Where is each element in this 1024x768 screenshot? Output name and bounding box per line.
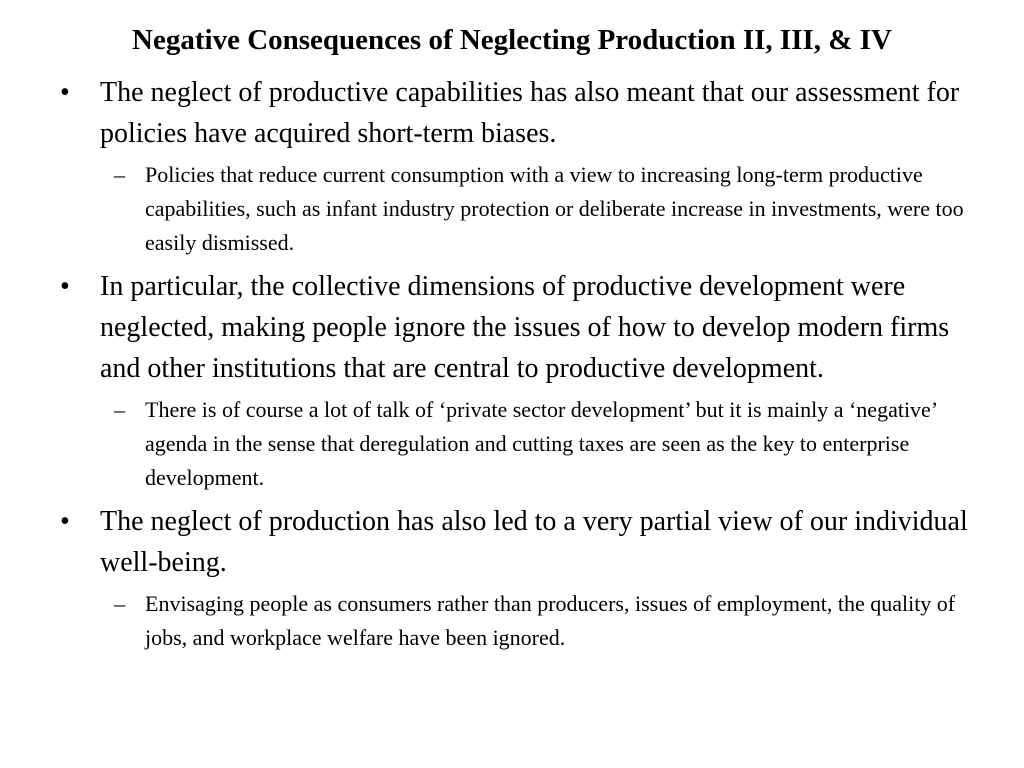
slide-title: Negative Consequences of Neglecting Production II, III, & IV bbox=[132, 24, 892, 56]
bullet-item bbox=[57, 72, 977, 260]
bullet-list bbox=[57, 72, 977, 661]
bullet-item bbox=[57, 501, 977, 655]
bullet-item bbox=[57, 266, 977, 495]
sub-bullet-item bbox=[100, 158, 977, 260]
sub-bullet-list bbox=[100, 158, 977, 260]
bullet-text: The neglect of productive capabilities has also meant that our assessment for policies have acquired short-term biases. bbox=[100, 77, 960, 149]
sub-bullet-list bbox=[100, 393, 977, 495]
bullet-marker: • bbox=[60, 271, 70, 302]
bullet-marker: • bbox=[60, 506, 70, 537]
bullet-text: In particular, the collective dimensions of productive development were neglected, making people ignore the issues of how to develop modern firms and other institutions that are central to productive development. bbox=[100, 271, 950, 384]
sub-bullet-text: Envisaging people as consumers rather than producers, issues of employment, the quality of jobs, and workplace welfare have been ignored. bbox=[145, 591, 956, 650]
sub-bullet-text: Policies that reduce current consumption with a view to increasing long-term productive capabilities, such as infant industry protection or deliberate increase in investments, were too easily dismissed. bbox=[145, 162, 964, 255]
dash-marker: – bbox=[114, 397, 125, 422]
bullet-marker: • bbox=[60, 77, 70, 108]
dash-marker: – bbox=[114, 162, 125, 187]
sub-bullet-list bbox=[100, 587, 977, 655]
sub-bullet-item bbox=[100, 587, 977, 655]
sub-bullet-text: There is of course a lot of talk of ‘private sector development’ but it is mainly a ‘negative’ agenda in the sense that deregulation and cutting taxes are seen as the key to enterprise development. bbox=[145, 397, 937, 490]
sub-bullet-item bbox=[100, 393, 977, 495]
dash-marker: – bbox=[114, 591, 125, 616]
bullet-text: The neglect of production has also led to a very partial view of our individual well-being. bbox=[100, 506, 968, 578]
